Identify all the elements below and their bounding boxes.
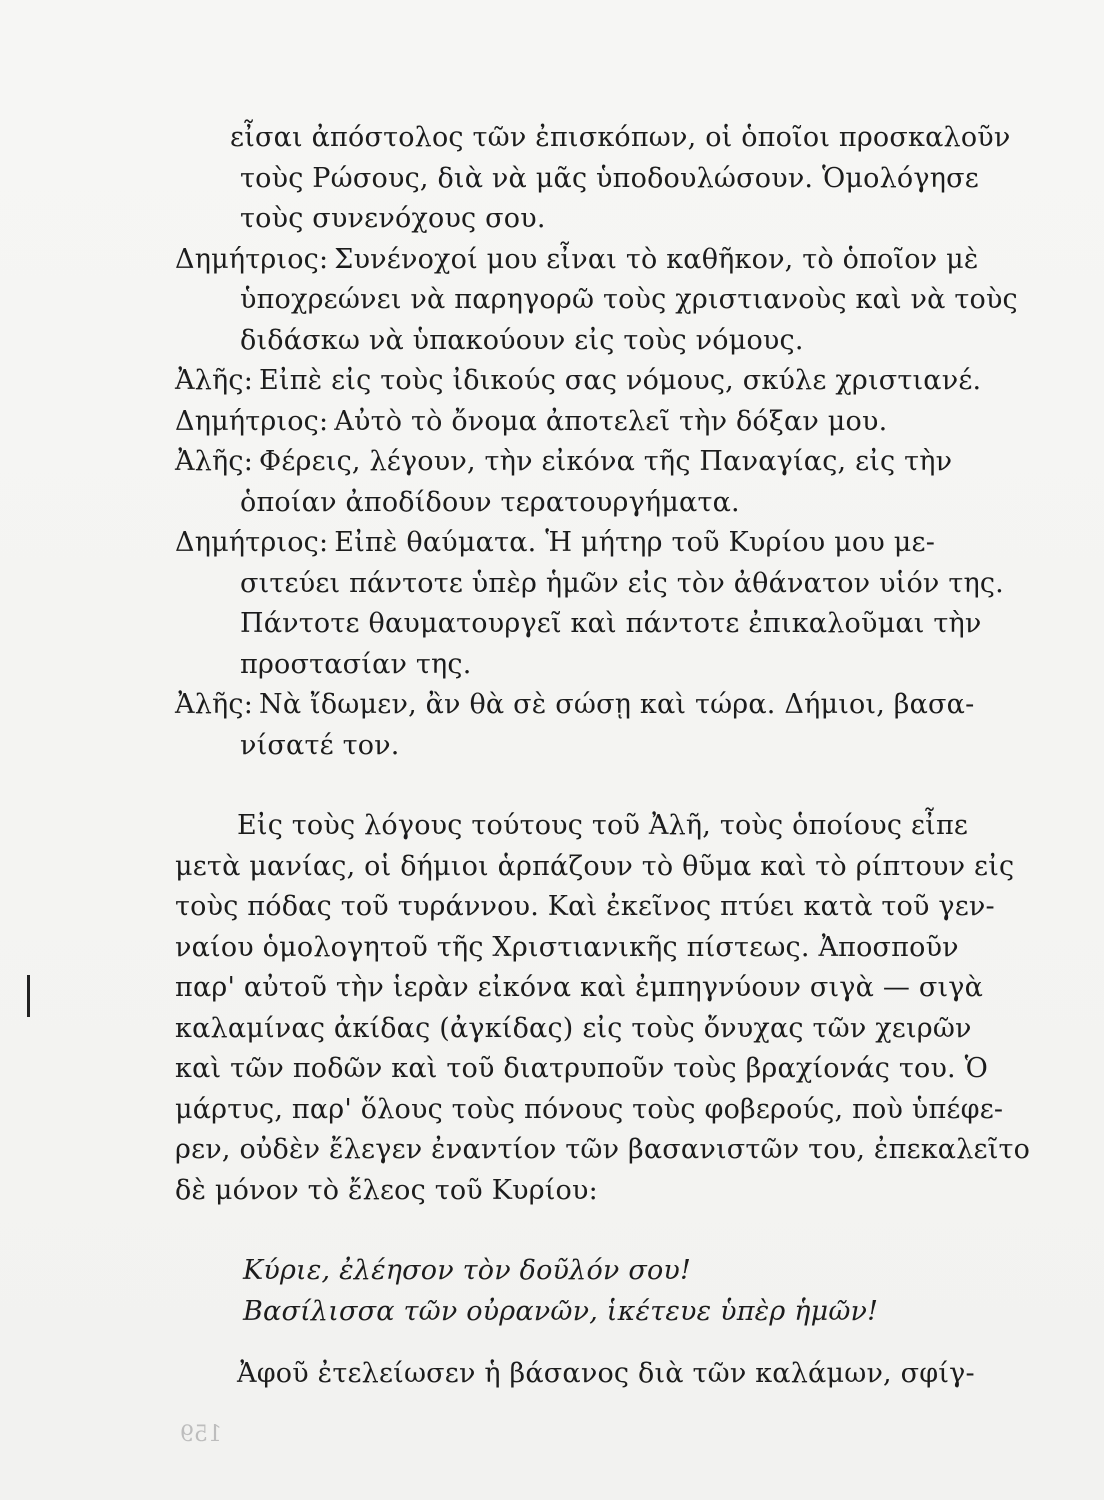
dialogue-line: Δημήτριος: Εἰπὲ θαύματα. Ἡ μήτηρ τοῦ Κυρίου μου με- (175, 527, 936, 558)
speaker-name: Δημήτριος: (175, 405, 329, 437)
text-line: νίσατέ τον. (240, 729, 400, 761)
text-line: Πάντοτε θαυματουργεῖ καὶ πάντοτε ἐπικαλοῦμαι τὴν (240, 608, 982, 639)
speaker-name: Δημήτριος: (175, 243, 329, 275)
spacer (175, 766, 1015, 806)
paragraph-line: ναίου ὁμολογητοῦ τῆς Χριστιανικῆς πίστεως. Ἀποσποῦν (175, 931, 959, 963)
text-line: τοὺς Ρώσους, διὰ νὰ μᾶς ὑποδουλώσουν. Ὁμολόγησε (240, 162, 979, 194)
paragraph-line: παρ' αὐτοῦ τὴν ἱερὰν εἰκόνα καὶ ἐμπηγνύουν σιγὰ — σιγὰ (175, 972, 984, 1003)
dialogue-line: Ἀλῆς: Εἰπὲ εἰς τοὺς ἰδικούς σας νόμους, σκύλε χριστιανέ. (175, 365, 982, 396)
speaker-name: Ἀλῆς: (175, 689, 254, 720)
speaker-name: Ἀλῆς: (175, 365, 254, 396)
paragraph-line: ρεν, οὐδὲν ἔλεγεν ἐναντίον τῶν βασανιστῶν του, ἐπεκαλεῖτο (175, 1134, 1031, 1165)
prayer-line: Βασίλισσα τῶν οὐρανῶν, ἱκέτευε ὑπὲρ ἡμῶν! (243, 1295, 879, 1327)
dialogue-line: Δημήτριος: Αὐτὸ τὸ ὄνομα ἀποτελεῖ τὴν δόξαν μου. (175, 405, 888, 437)
text-line: τοὺς συνενόχους σου. (240, 203, 546, 234)
page-number: 159 (180, 1422, 222, 1447)
dialogue-line: Δημήτριος: Συνένοχοί μου εἶναι τὸ καθῆκον, τὸ ὁποῖον μὲ (175, 243, 979, 275)
dialogue-line: Ἀλῆς: Νὰ ἴδωμεν, ἂν θὰ σὲ σώσῃ καὶ τώρα. Δήμιοι, βασα- (175, 689, 975, 720)
spacer (175, 1332, 1015, 1354)
page-text (175, 118, 1031, 1395)
text-line: σιτεύει πάντοτε ὑπὲρ ἡμῶν εἰς τὸν ἀθάνατον υἱόν της. (240, 567, 1004, 599)
text-line: ὑποχρεώνει νὰ παρηγορῶ τοὺς χριστιανοὺς καὶ νὰ τοὺς (240, 284, 1018, 315)
paragraph-line: μετὰ μανίας, οἱ δήμιοι ἁρπάζουν τὸ θῦμα καὶ τὸ ρίπτουν εἰς (175, 850, 1015, 882)
prayer-line: Κύριε, ἐλέησον τὸν δοῦλόν σου! (243, 1255, 692, 1286)
text-line: προστασίαν της. (240, 648, 472, 680)
paragraph-line: Εἰς τοὺς λόγους τούτους τοῦ Ἀλῆ, τοὺς ὁποίους εἶπε (237, 810, 969, 841)
paragraph-line: μάρτυς, παρ' ὅλους τοὺς πόνους τοὺς φοβερούς, ποὺ ὑπέφε- (175, 1093, 1004, 1125)
paragraph-line: καὶ τῶν ποδῶν καὶ τοῦ διατρυποῦν τοὺς βραχίονάς του. Ὁ (175, 1053, 989, 1084)
text-line: ὁποίαν ἀποδίδουν τερατουργήματα. (240, 486, 740, 518)
margin-mark (27, 975, 30, 1017)
closing-line: Ἀφοῦ ἐτελείωσεν ἡ βάσανος διὰ τῶν καλάμων, σφίγ- (237, 1358, 975, 1389)
text-line: εἶσαι ἀπόστολος τῶν ἐπισκόπων, οἱ ὁποῖοι προσκαλοῦν (230, 122, 1011, 153)
speaker-name: Δημήτριος: (175, 527, 329, 558)
paragraph-line: καλαμίνας ἀκίδας (ἀγκίδας) εἰς τοὺς ὄνυχας τῶν χειρῶν (175, 1012, 972, 1044)
paragraph-line: τοὺς πόδας τοῦ τυράννου. Καὶ ἐκεῖνος πτύει κατὰ τοῦ γεν- (175, 891, 995, 922)
paragraph-line: δὲ μόνον τὸ ἔλεος τοῦ Κυρίου: (175, 1174, 598, 1206)
spacer (175, 1211, 1015, 1251)
dialogue-line: Ἀλῆς: Φέρεις, λέγουν, τὴν εἰκόνα τῆς Παναγίας, εἰς τὴν (175, 446, 953, 477)
text-line: διδάσκω νὰ ὑπακούουν εἰς τοὺς νόμους. (240, 324, 804, 356)
speaker-name: Ἀλῆς: (175, 446, 254, 477)
